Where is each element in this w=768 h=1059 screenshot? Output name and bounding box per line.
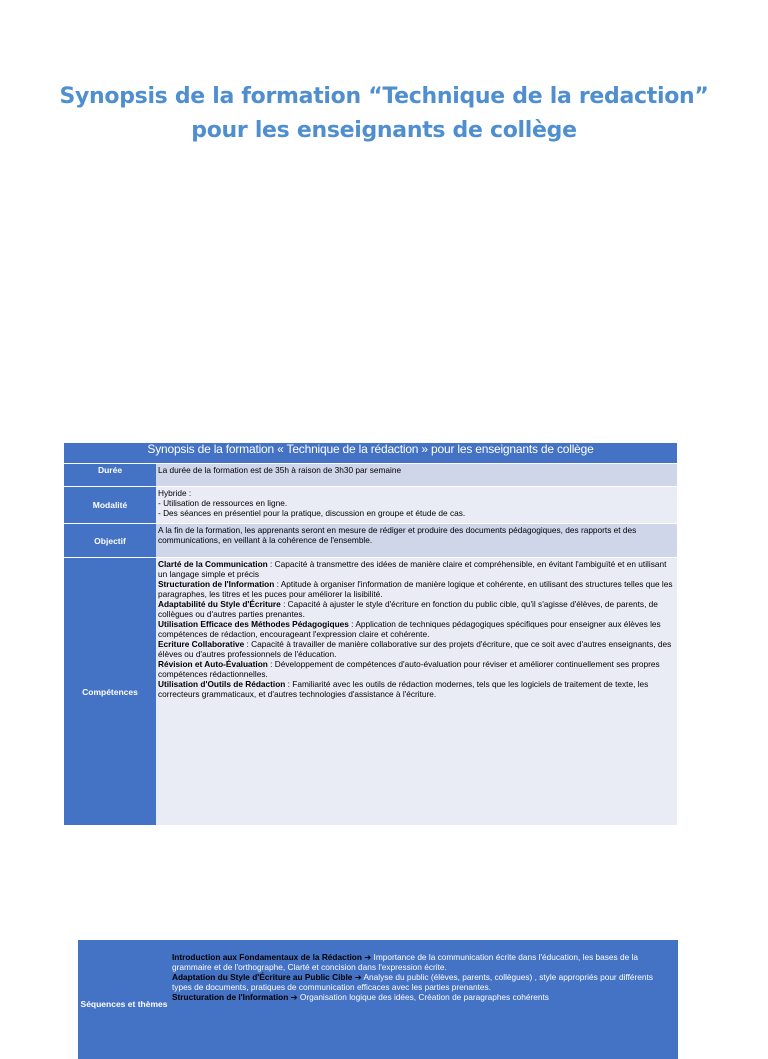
competence-item: Clarté de la Communication : Capacité à transmettre des idées de manière claire et compréhensible, en évitant l'ambiguïté et en utilisant un langage simple et précis bbox=[158, 559, 667, 579]
arrow-icon: ➔ bbox=[364, 952, 372, 962]
synopsis-table-caption: Synopsis de la formation « Technique de la rédaction » pour les enseignants de collège bbox=[64, 443, 677, 463]
synopsis-table bbox=[64, 443, 677, 825]
duree-value: La durée de la formation est de 35h à raison de 3h30 par semaine bbox=[156, 463, 677, 486]
objectif-label: Objectif bbox=[64, 523, 156, 557]
arrow-icon: ➔ bbox=[290, 992, 298, 1002]
competence-item: Utilisation Efficace des Méthodes Pédagogiques : Application de techniques pédagogiques spécifiques pour enseigner aux élèves les compétences de rédaction, encourageant l'expression claire et cohérente. bbox=[158, 619, 661, 639]
arrow-icon: ➔ bbox=[354, 972, 362, 982]
competence-item: Utilisation d'Outils de Rédaction : Familiarité avec les outils de rédaction modernes, tels que les logiciels de traitement de texte, les correcteurs grammaticaux, et d'autres technologies d'assistance à l'écriture. bbox=[158, 679, 649, 699]
modalite-label: Modalité bbox=[64, 486, 156, 523]
page-title-line-2: pour les enseignants de collège bbox=[191, 118, 577, 143]
modalite-line: Hybride : bbox=[158, 488, 192, 498]
sequences-label: Séquences et thèmes bbox=[78, 939, 170, 1059]
page-title-line-1: Synopsis de la formation “Technique de la redaction” bbox=[59, 84, 709, 109]
sequences-value bbox=[170, 939, 678, 1059]
duree-label: Durée bbox=[64, 463, 156, 486]
sequence-item: Adaptation du Style d'Écriture au Public Cible ➔ Analyse du public (élèves, parents, collègues) , style appropriés pour différents types de documents, pratiques de communication efficaces avec les parties prenantes. bbox=[172, 972, 653, 992]
competences-label: Compétences bbox=[64, 557, 156, 825]
competence-item: Adaptabilité du Style d'Écriture : Capacité à ajuster le style d'écriture en fonction du public cible, qu'il s'agisse d'élèves, de parents, de collègues ou d'autres parties prenantes. bbox=[158, 599, 658, 619]
competence-item: Structuration de l'Information : Aptitude à organiser l'information de manière logique et cohérente, en utilisant des structures telles que les paragraphes, les titres et les puces pour améliorer la lisibilité. bbox=[158, 579, 673, 599]
competence-item: Ecriture Collaborative : Capacité à travailler de manière collaborative sur des projets d'écriture, que ce soit avec d'autres enseignants, des élèves ou d'autres professionnels de l'éducation. bbox=[158, 639, 672, 659]
modalite-line: - Utilisation de ressources en ligne. bbox=[158, 498, 288, 508]
objectif-value: A la fin de la formation, les apprenants seront en mesure de rédiger et produire des documents pédagogiques, des rapports et des communications, en veillant à la cohérence de l'ensemble. bbox=[156, 523, 677, 557]
page-title bbox=[0, 80, 768, 148]
sequence-item: Introduction aux Fondamentaux de la Rédaction ➔ Importance de la communication écrite dans l'éducation, les bases de la grammaire et de l'orthographe, Clarté et concision dans l'expression écrite. bbox=[172, 952, 638, 972]
modalite-line: - Des séances en présentiel pour la pratique, discussion en groupe et étude de cas. bbox=[158, 508, 466, 518]
modalite-value bbox=[156, 486, 677, 523]
competence-item: Révision et Auto-Évaluation : Développement de compétences d'auto-évaluation pour réviser et améliorer continuellement ses propres compétences rédactionnelles. bbox=[158, 659, 660, 679]
sequences-table bbox=[78, 939, 678, 1059]
sequence-item: Structuration de l'Information ➔ Organisation logique des idées, Création de paragraphes cohérents bbox=[172, 992, 549, 1002]
competences-value bbox=[156, 557, 677, 825]
